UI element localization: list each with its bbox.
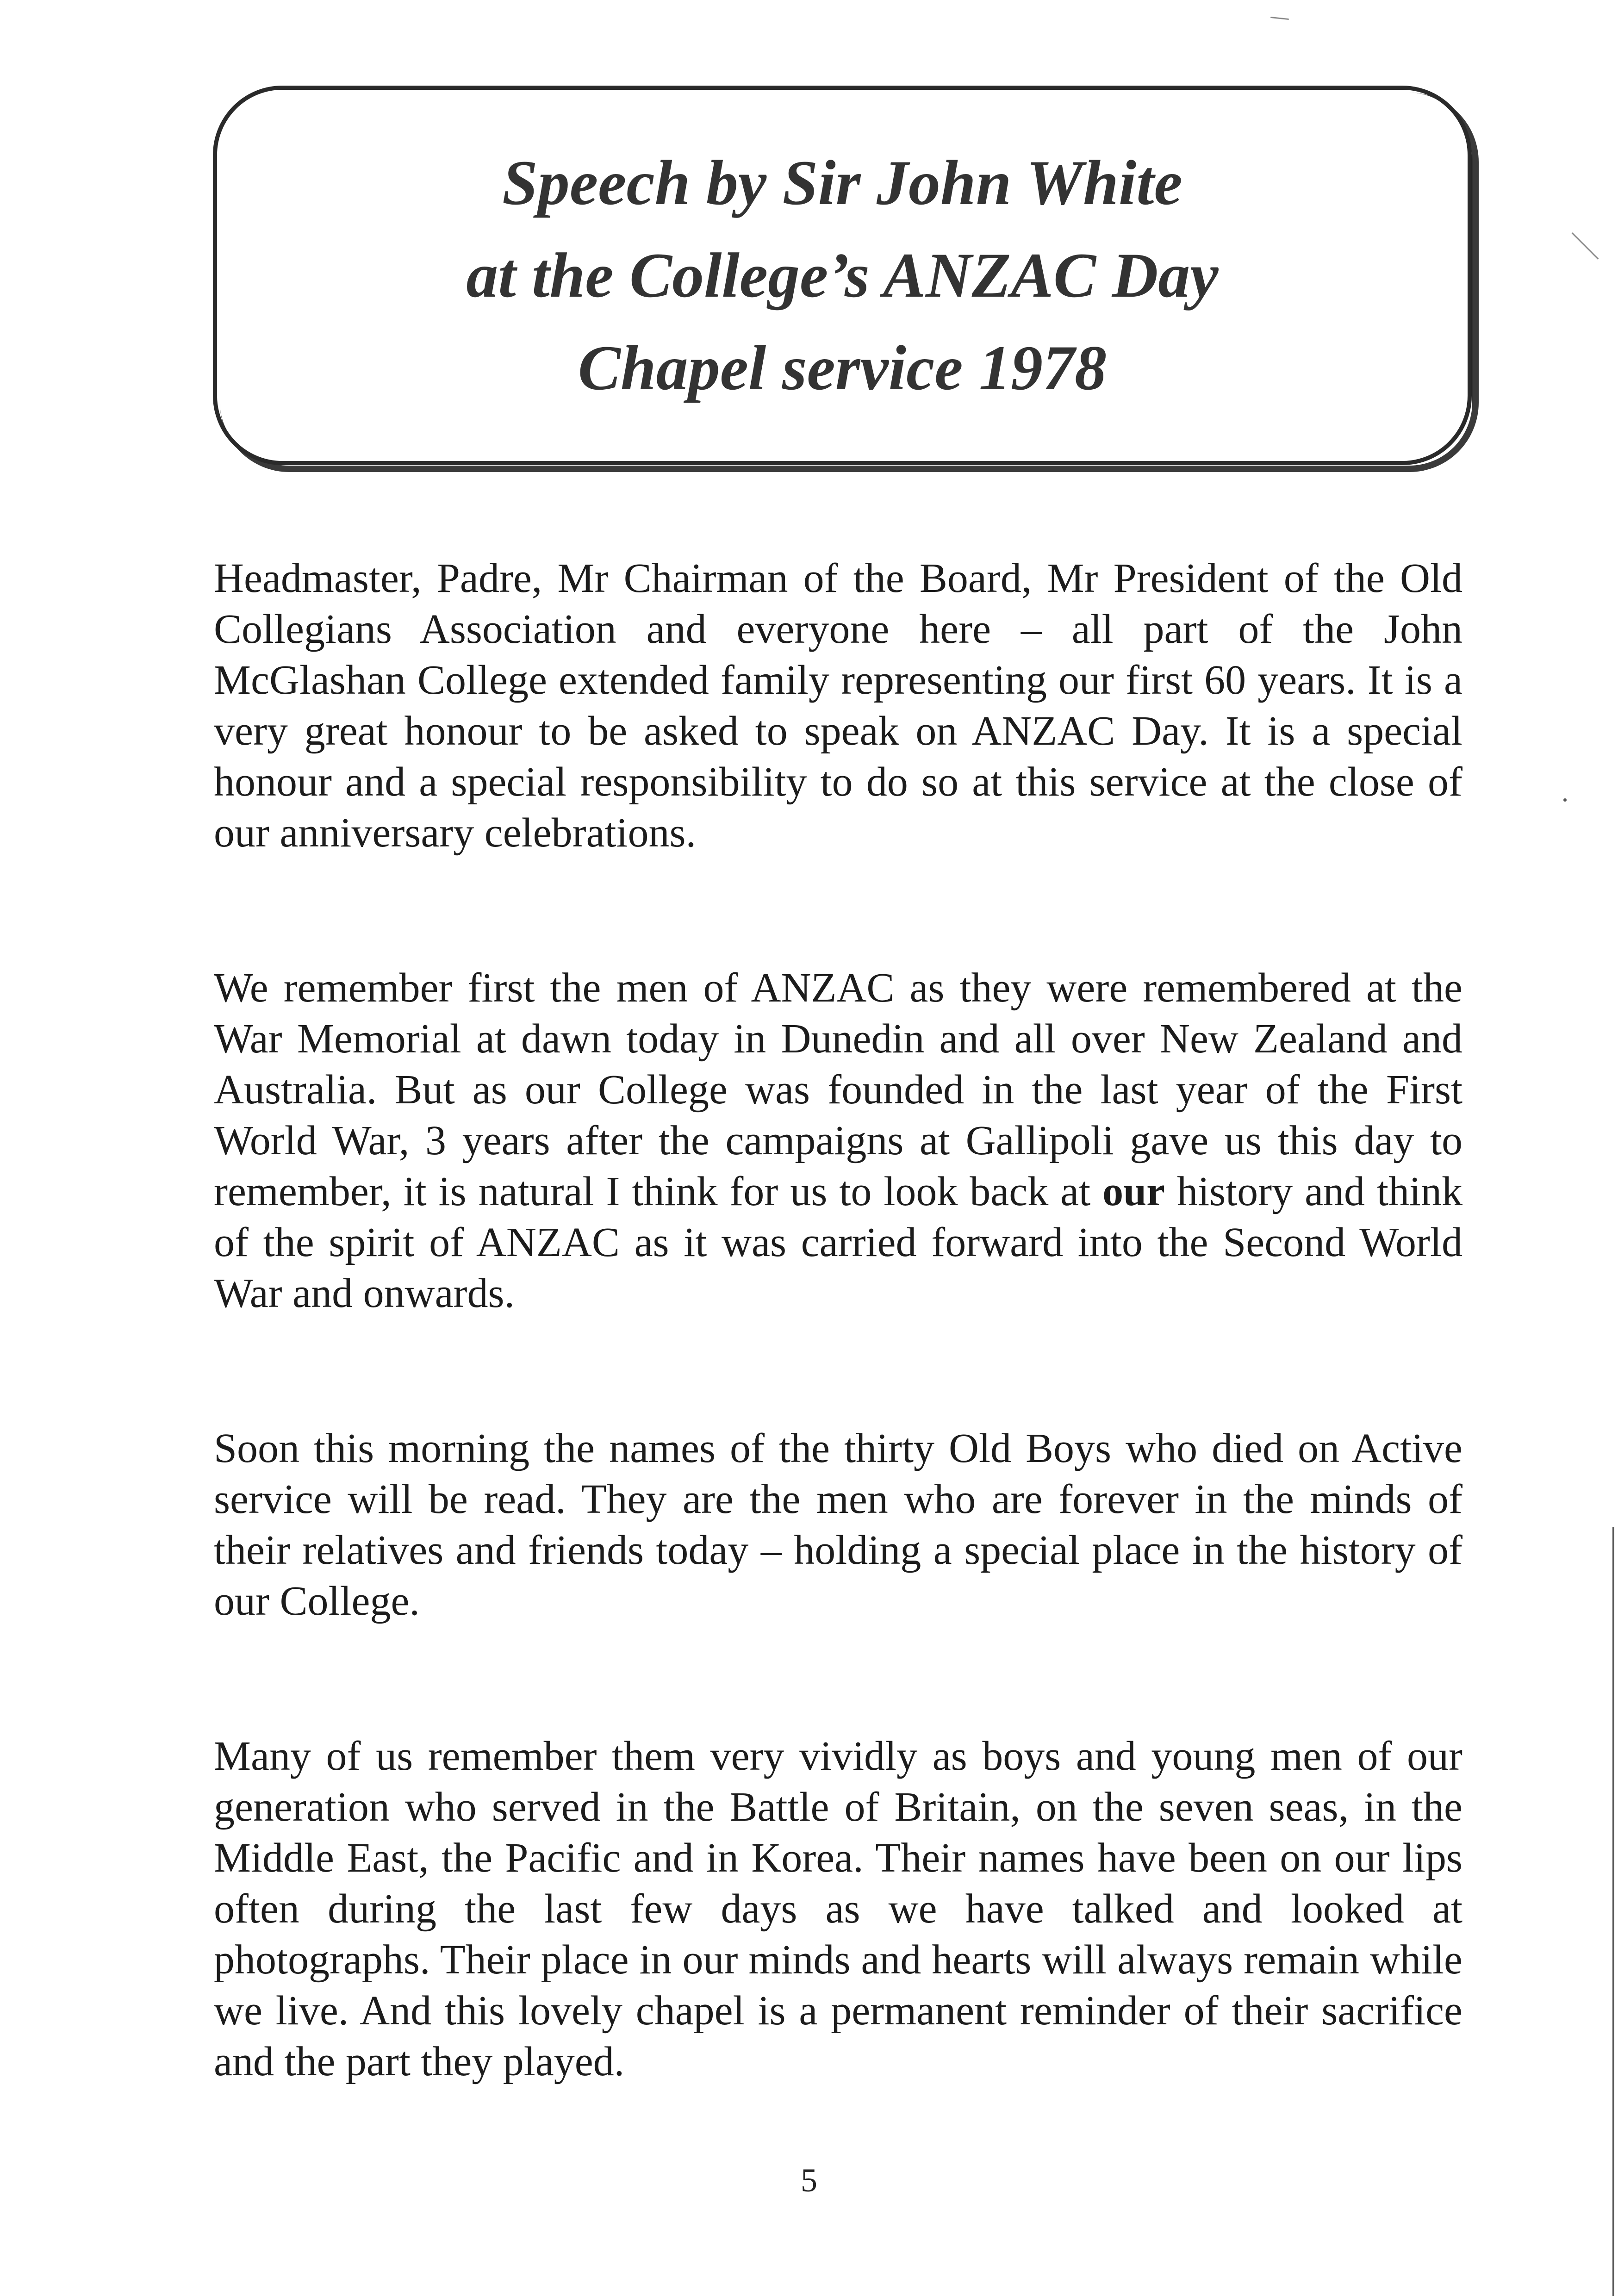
title-line-3: Chapel service 1978 bbox=[578, 332, 1107, 403]
scan-artifact-top bbox=[1270, 17, 1289, 20]
title-line-2: at the College’s ANZAC Day bbox=[466, 240, 1219, 311]
scan-edge-line bbox=[1612, 1527, 1614, 2296]
paragraph-2-emphasis: our bbox=[1102, 1169, 1165, 1214]
page-number: 5 bbox=[801, 2162, 817, 2199]
paragraph-1: Headmaster, Padre, Mr Chairman of the Board, Mr President of the Old Collegians Association and everyone here – all part of the John McGlashan College extended family representing our first 60 years. It is a very great honour to be asked to speak on ANZAC Day. It is a special honour and a special responsibility to do so at this service at the close of our anniversary celebrations. bbox=[214, 555, 1462, 856]
scan-artifact-side bbox=[1572, 232, 1599, 260]
speech-body bbox=[214, 553, 1462, 2191]
title-line-1: Speech by Sir John White bbox=[502, 147, 1182, 218]
paragraph-2-after: history and think of the spirit of ANZAC as it was carried forward into the Second World War and onwards. bbox=[214, 1169, 1462, 1316]
paragraph-4: Many of us remember them very vividly as boys and young men of our generation who served in the Battle of Britain, on the seven seas, in the Middle East, the Pacific and in Korea. Their names have been on our lips often during the last few days as we have talked and looked at photographs. Their place in our minds and hearts will always remain while we live. And this lovely chapel is a permanent reminder of their sacrifice and the part they played. bbox=[214, 1733, 1462, 2084]
paragraph-2-before: We remember first the men of ANZAC as they were remembered at the War Memorial at dawn today in Dunedin and all over New Zealand and Australia. But as our College was founded in the last year of the First World War, 3 years after the campaigns at Gallipoli gave us this day to remember, it is natural I think for us to look back at bbox=[214, 965, 1462, 1214]
paragraph-3: Soon this morning the names of the thirty Old Boys who died on Active service will be read. They are the men who are forever in the minds of their relatives and friends today – holding a special place in the history of our College. bbox=[214, 1425, 1462, 1624]
scan-artifact-dot bbox=[1563, 798, 1567, 802]
paragraph-2 bbox=[214, 963, 1462, 1319]
title-box bbox=[213, 86, 1472, 465]
